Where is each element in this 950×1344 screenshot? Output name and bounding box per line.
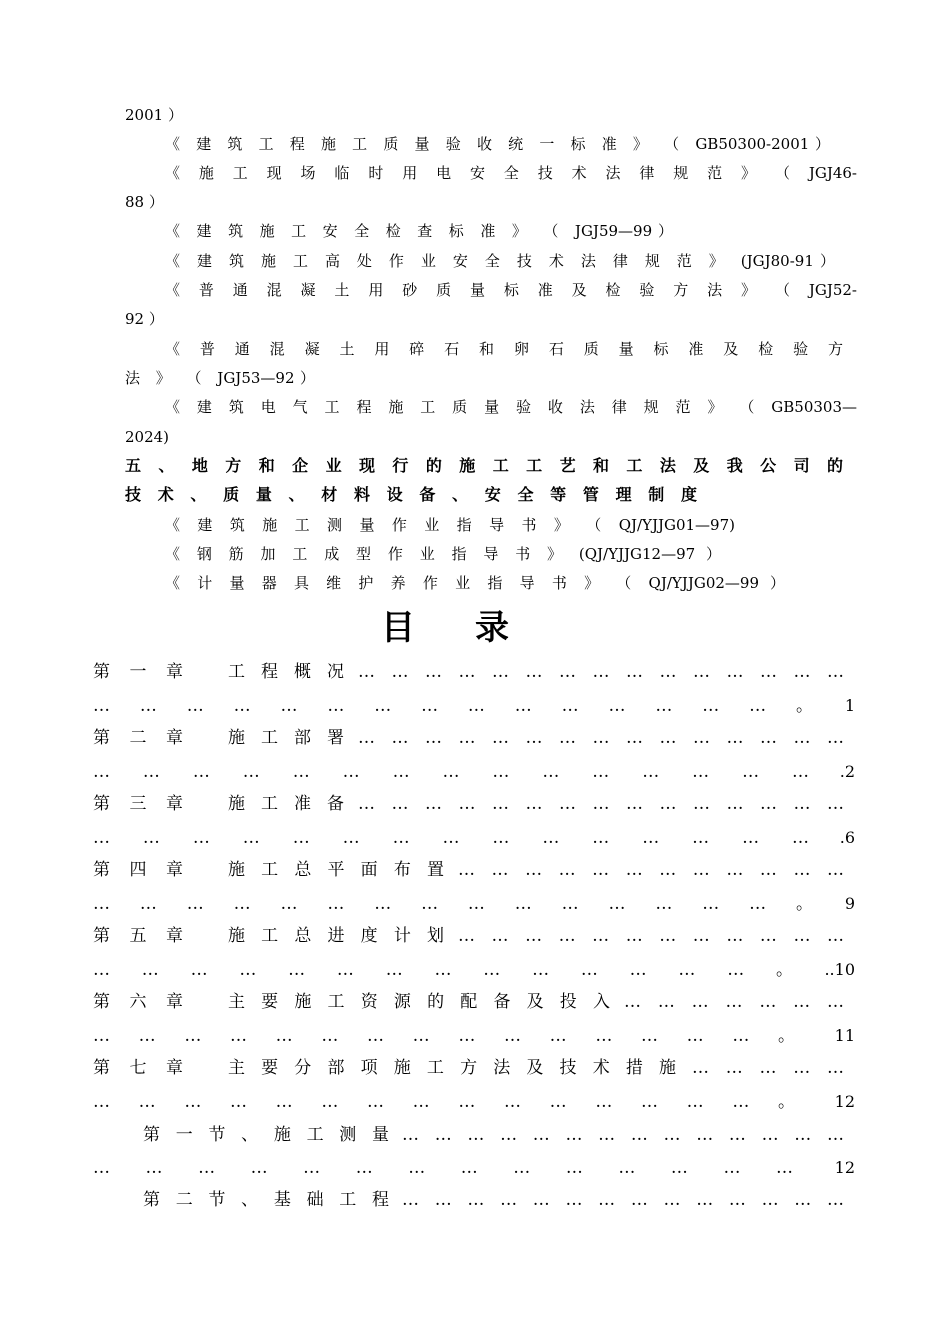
standard-line-cont: 2024) [125,428,170,446]
toc-chapter-label: 第 七 章 [93,1058,183,1078]
toc-chapter-label: 第 六 章 [93,992,183,1012]
toc-leader-dots: … … … … … … … [624,992,844,1012]
standard-line: 《 计 量 器 具 维 护 养 作 业 指 导 书 》 （ QJ/YJJG02—99 ） [165,574,785,592]
toc-leader-dots: … … … … … … … … … … … … … … … 。 [93,1092,795,1112]
toc-leader-dots: … … … … … … … … … … … … … … … 。 [93,894,813,914]
toc-leader-dots: … … … … … … … … … … … … … … … 。 [93,696,813,716]
toc-chapter-title[interactable]: 主 要 分 部 项 施 工 方 法 及 技 术 措 施 [228,1058,676,1078]
toc-leader-dots: … … … … … [692,1058,844,1078]
toc-title: 目录 [381,608,569,648]
toc-page-number: 12 [834,1158,855,1177]
standard-line: 《 建 筑 工 程 施 工 质 量 验 收 统 一 标 准 》 （ GB50300-2001） [165,135,830,153]
toc-page-number: .6 [839,828,855,847]
standard-line: 《 施 工 现 场 临 时 用 电 安 全 技 术 法 律 规 范 》 （ JGJ46- [165,164,857,182]
toc-chapter-title[interactable]: 施 工 总 进 度 计 划 [228,926,444,946]
standard-line: 《 建 筑 施 工 安 全 检 查 标 准 》 （ JGJ59—99） [165,222,673,240]
toc-leader-dots: … … … … … … … … … … … … … … … [358,662,844,682]
toc-page-number: ..10 [824,960,855,979]
toc-chapter-label: 第 五 章 [93,926,183,946]
toc-chapter-label: 第 四 章 [93,860,183,880]
toc-chapter-label: 第 二 章 [93,728,183,748]
toc-leader-dots: … … … … … … … … … … … … … … [402,1125,844,1145]
standard-line: 《 钢 筋 加 工 成 型 作 业 指 导 书 》 (QJ/YJJG12—97 ） [165,545,721,563]
standard-line: 《 普 通 混 凝 土 用 砂 质 量 标 准 及 检 验 方 法 》 （ JGJ52- [165,281,857,299]
standard-line-cont: 2001 ） [125,106,183,124]
toc-leader-dots: … … … … … … … … … … … … … … … 。 [93,1026,795,1046]
toc-page-number: 9 [844,894,855,913]
toc-leader-dots: … … … … … … … … … … … … [458,926,844,946]
toc-leader-dots: … … … … … … … … … … … … … … … [358,794,844,814]
toc-page-number: .2 [839,762,855,781]
toc-chapter-title[interactable]: 施 工 总 平 面 布 置 [228,860,444,880]
toc-leader-dots: … … … … … … … … … … … … [458,860,844,880]
toc-leader-dots: … … … … … … … … … … … … … … 。 [93,960,793,980]
toc-page-number: 1 [844,696,855,715]
section-heading: 五 、 地 方 和 企 业 现 行 的 施 工 工 艺 和 工 法 及 我 公 司 的 [125,456,843,475]
standard-line: 《 建 筑 电 气 工 程 施 工 质 量 验 收 法 律 规 范 》 （ GB50303— [165,398,857,416]
toc-leader-dots: … … … … … … … … … … … … … … … [93,828,809,848]
toc-leader-dots: … … … … … … … … … … … … … … [402,1190,844,1210]
standard-line-cont: 92 ） [125,310,164,328]
toc-chapter-title[interactable]: 工 程 概 况 [228,662,344,682]
toc-chapter-label: 第 三 章 [93,794,183,814]
standard-line-cont: 88 ） [125,193,164,211]
toc-leader-dots: … … … … … … … … … … … … … … [93,1158,793,1178]
standard-line: 《 建 筑 施 工 高 处 作 业 安 全 技 术 法 律 规 范 》 (JGJ80-91） [165,252,835,270]
standard-line: 《 建 筑 施 工 测 量 作 业 指 导 书 》 （ QJ/YJJG01—97) [165,516,735,534]
standard-line: 《 普 通 混 凝 土 用 碎 石 和 卵 石 质 量 标 准 及 检 验 方 [165,340,843,358]
toc-leader-dots: … … … … … … … … … … … … … … … [358,728,844,748]
toc-section-title[interactable]: 第 二 节 、 基 础 工 程 [143,1190,389,1210]
toc-chapter-title[interactable]: 主 要 施 工 资 源 的 配 备 及 投 入 [228,992,610,1012]
standard-line-cont: 法 》 （ JGJ53—92） [125,369,315,387]
toc-section-title[interactable]: 第 一 节 、 施 工 测 量 [143,1125,389,1145]
toc-page-number: 11 [834,1026,855,1045]
toc-leader-dots: … … … … … … … … … … … … … … … [93,762,809,782]
toc-chapter-title[interactable]: 施 工 准 备 [228,794,344,814]
section-heading: 技 术 、 质 量 、 材 料 设 备 、 安 全 等 管 理 制 度 [125,485,697,504]
toc-chapter-label: 第 一 章 [93,662,183,682]
toc-chapter-title[interactable]: 施 工 部 署 [228,728,344,748]
toc-page-number: 12 [834,1092,855,1111]
